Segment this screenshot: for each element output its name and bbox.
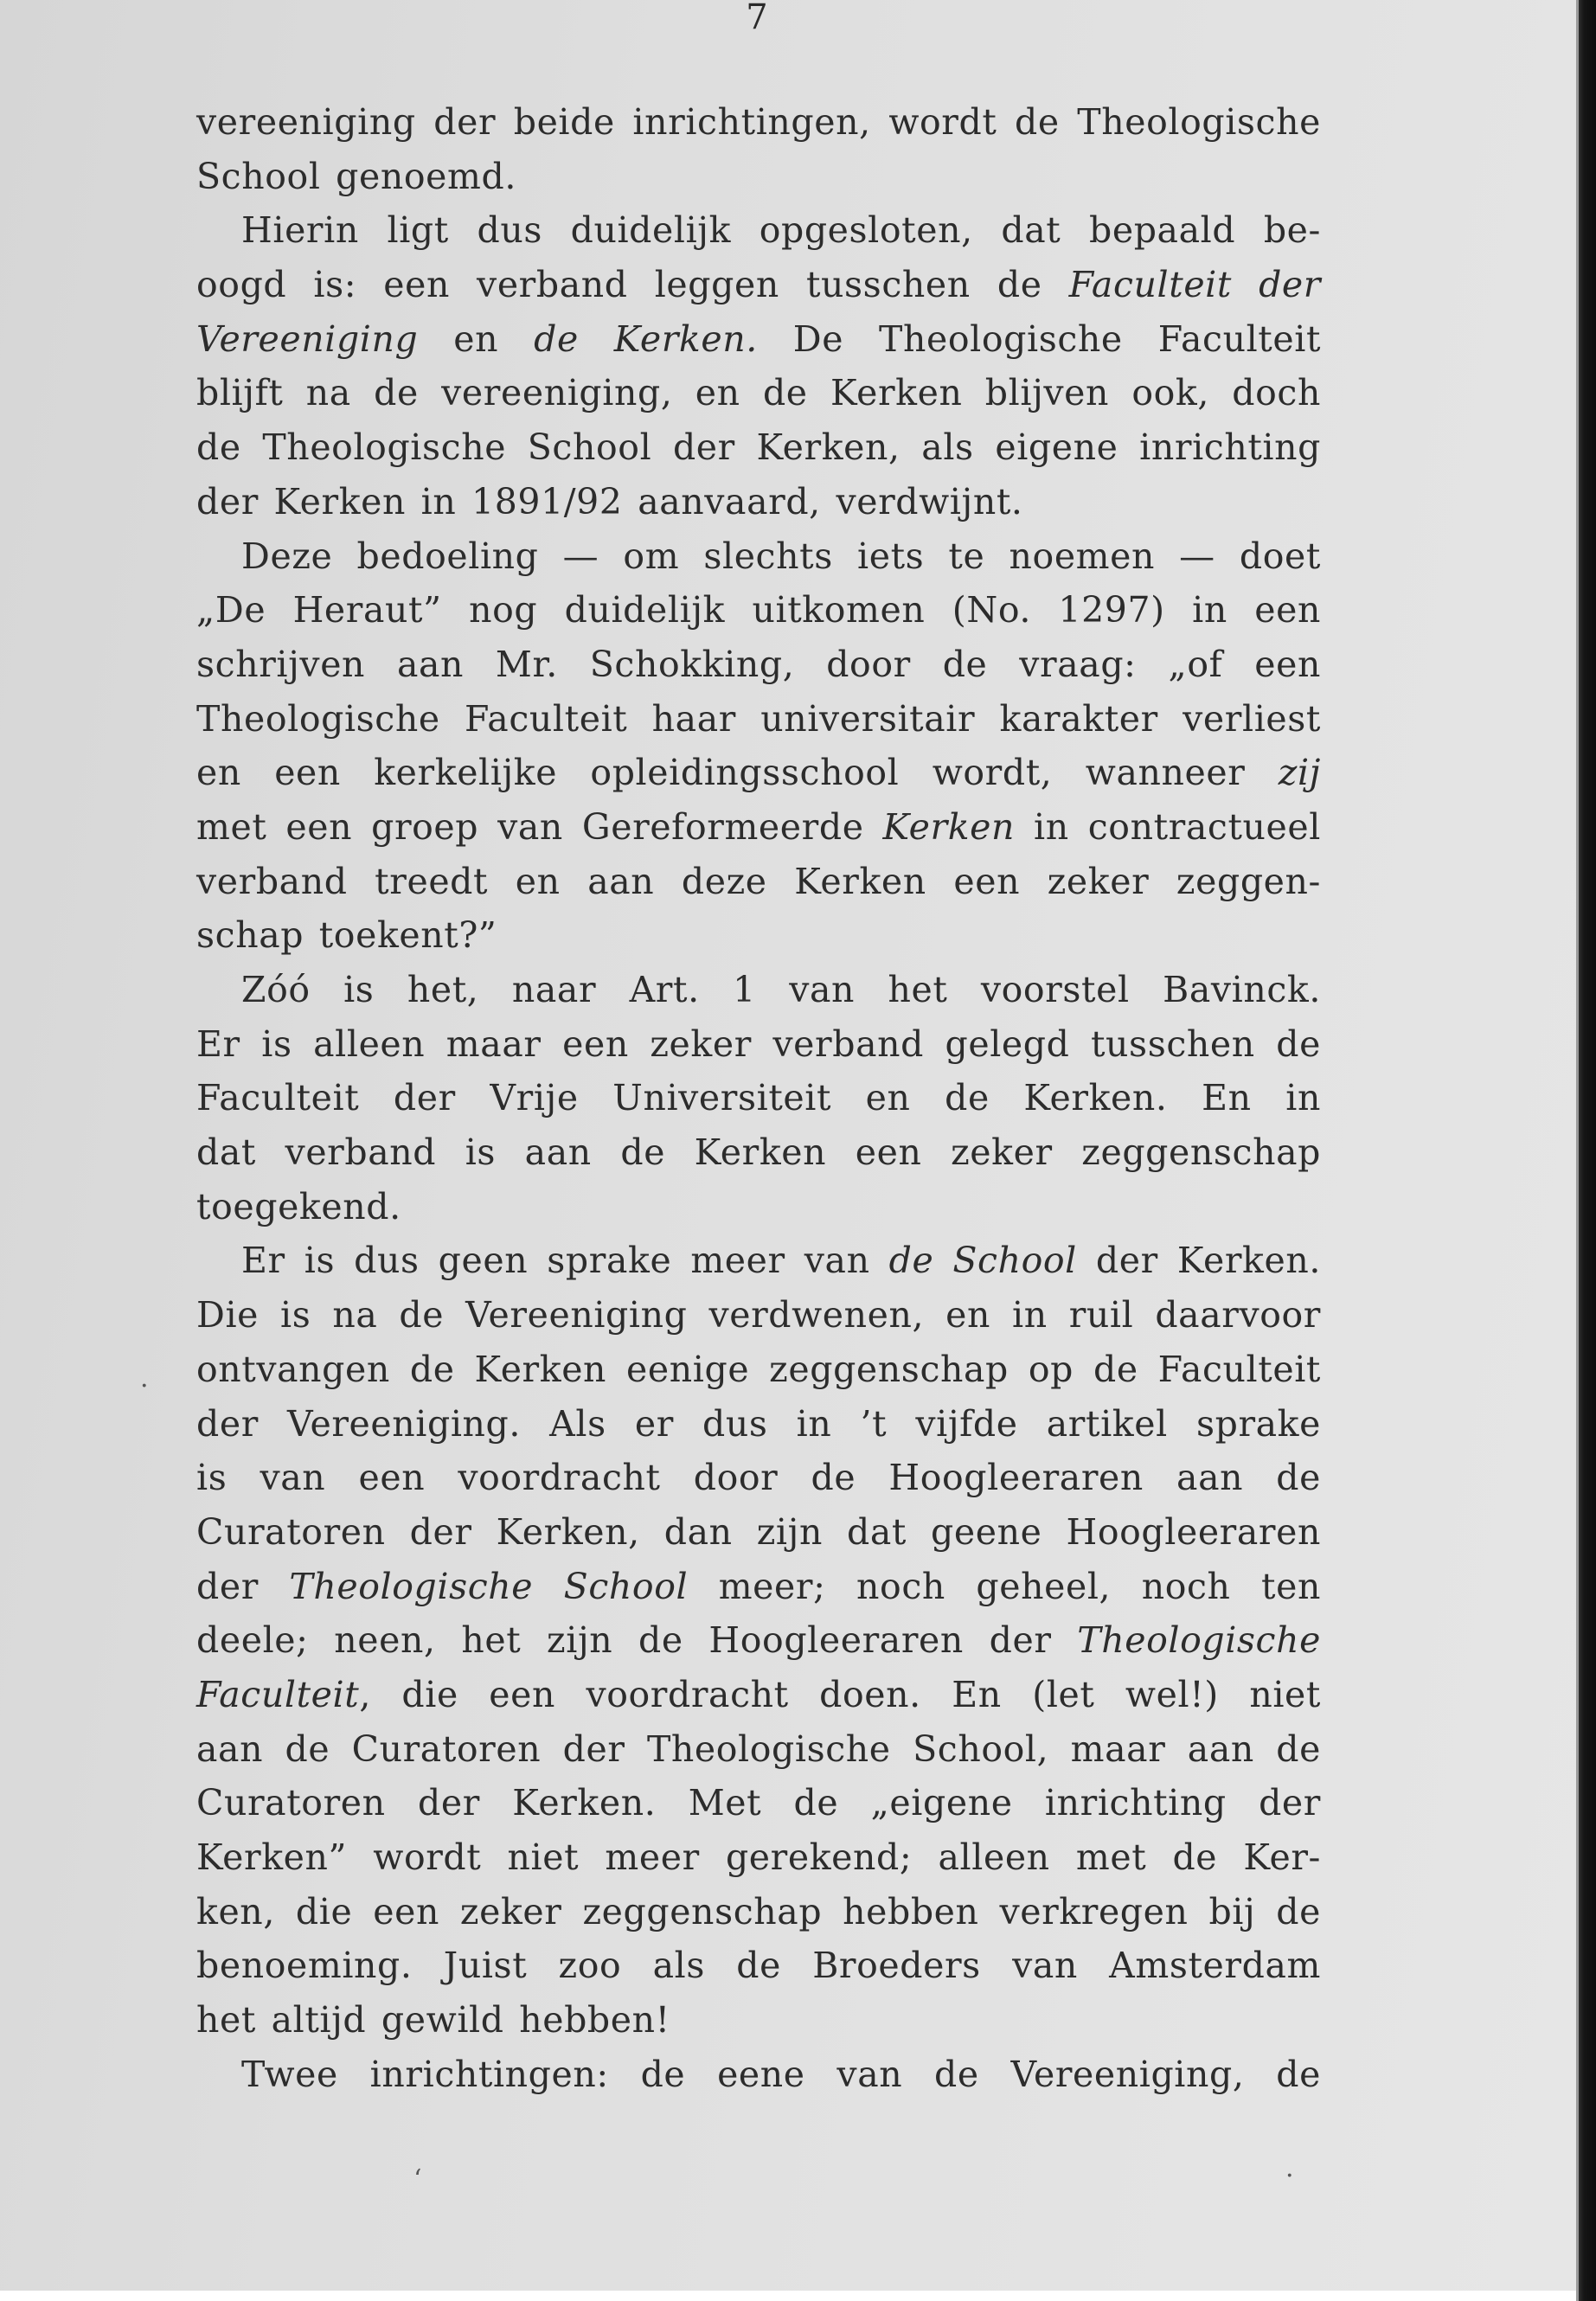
text-line: Theologische Faculteit haar universitair karakter verliest xyxy=(196,697,1321,740)
text-line: Die is na de Vereeniging verdwenen, en in ruil daarvoor xyxy=(196,1294,1321,1336)
text-line: der Theologische School meer; noch geheel, noch ten xyxy=(196,1565,1321,1607)
text-line: de Theologische School der Kerken, als eigene inrichting xyxy=(196,426,1321,469)
text-line: deele; neen, het zijn de Hoogleeraren der Theologische xyxy=(196,1619,1321,1662)
text-line: is van een voordracht door de Hoogleeraren aan de xyxy=(196,1457,1321,1499)
text-line: Deze bedoeling — om slechts iets te noemen — doet xyxy=(241,535,1321,577)
page-edge-shadow xyxy=(1576,0,1596,2301)
ink-speck: ʻ xyxy=(413,2164,422,2195)
text-line: Zóó is het, naar Art. 1 van het voorstel Bavinck. xyxy=(241,969,1321,1010)
text-line: Curatoren der Kerken. Met de „eigene inrichting der xyxy=(196,1782,1321,1824)
text-line: dat verband is aan de Kerken een zeker zeggenschap xyxy=(196,1131,1321,1174)
text-line: aan de Curatoren der Theologische School, maar aan de xyxy=(196,1727,1321,1770)
text-line: vereeniging der beide inrichtingen, wordt de Theologische xyxy=(196,101,1321,143)
ink-speck: · xyxy=(140,1371,149,1401)
text-line: School genoemd. xyxy=(196,155,516,197)
text-line: oogd is: een verband leggen tusschen de Faculteit der xyxy=(196,264,1321,306)
text-line: Hierin ligt dus duidelijk opgesloten, dat bepaald be- xyxy=(241,209,1321,252)
text-line: Er is dus geen sprake meer van de School der Kerken. xyxy=(241,1240,1321,1282)
text-line: het altijd gewild hebben! xyxy=(196,1999,670,2041)
text-line: Faculteit, die een voordracht doen. En (let wel!) niet xyxy=(196,1673,1321,1715)
text-line: toegekend. xyxy=(196,1185,401,1227)
text-line: schap toekent?” xyxy=(196,914,497,957)
page-number: 7 xyxy=(746,0,768,37)
text-line: Er is alleen maar een zeker verband gelegd tusschen de xyxy=(196,1022,1321,1065)
text-line: Curatoren der Kerken, dan zijn dat geene Hoogleeraren xyxy=(196,1510,1321,1553)
text-line: verband treedt en aan deze Kerken een zeker zeggen- xyxy=(196,860,1321,902)
text-line: blijft na de vereeniging, en de Kerken blijven ook, doch xyxy=(196,372,1321,414)
text-line: met een groep van Gereformeerde Kerken in contractueel xyxy=(196,805,1321,848)
text-line: benoeming. Juist zoo als de Broeders van Amsterdam xyxy=(196,1945,1321,1987)
text-line: ontvangen de Kerken eenige zeggenschap op de Faculteit xyxy=(196,1348,1321,1390)
ink-speck: · xyxy=(1285,2161,1294,2191)
text-line: der Kerken in 1891/92 aanvaard, verdwijnt. xyxy=(196,480,1023,522)
text-line: der Vereeniging. Als er dus in ’t vijfde artikel sprake xyxy=(196,1402,1321,1445)
text-line: schrijven aan Mr. Schokking, door de vraag: „of een xyxy=(196,643,1321,685)
text-line: en een kerkelijke opleidingsschool wordt, wanneer zij xyxy=(196,752,1321,794)
text-line: Twee inrichtingen: de eene van de Vereeniging, de xyxy=(241,2053,1321,2095)
text-line: „De Heraut” nog duidelijk uitkomen (No. 1297) in een xyxy=(196,589,1321,631)
text-line: Faculteit der Vrije Universiteit en de Kerken. En in xyxy=(196,1077,1321,1119)
text-line: Vereeniging en de Kerken. De Theologische Faculteit xyxy=(196,317,1322,360)
body-text xyxy=(196,95,1321,2101)
text-line: Kerken” wordt niet meer gerekend; alleen met de Ker- xyxy=(196,1836,1321,1878)
text-line: ken, die een zeker zeggenschap hebben verkregen bij de xyxy=(196,1890,1321,1932)
